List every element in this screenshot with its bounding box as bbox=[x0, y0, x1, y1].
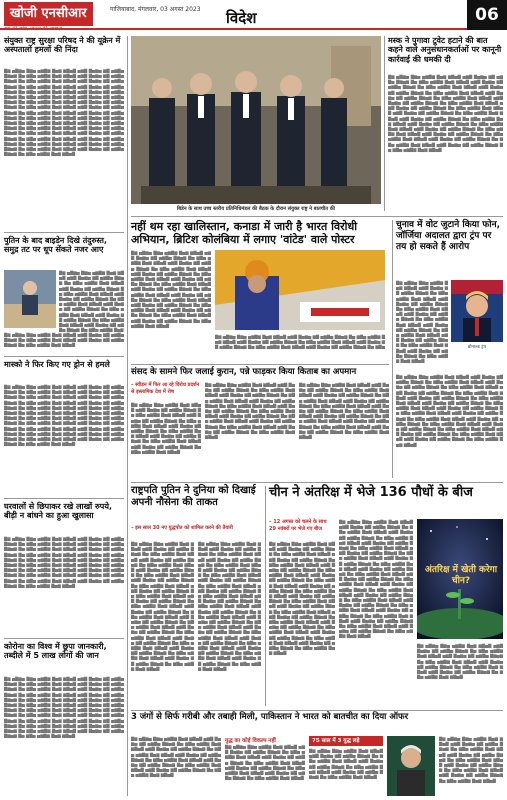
story-body: ▇▆ ▅▇▆▅ ▇▆▅ ▅▆▇▆ ▇▅▆ ▆▇▅▇ ▅▆▇ ▇▅▆▅ ▆▇ ▅▆▇▅ ▇▆▅▆ ▇▅ ▆▇▅ ▅▆▇▆ ▇▅▆ ▆▇▅▇ ▅▆▇ ▇▅▆▅ ▆▇ ▅▆▇▅ ▇▆▅▆ ▇▅ ▆▇▅ ▅▆▇▆ ▇▅▆ ▆▇▅▇ ▅▆▇ ▇▅▆▅ ▆▇ ▅▆▇▅ ▇▆▅▆ ▇▅ ▆▇▅ ▅▆▇▆ ▇▅▆ ▆▇▅▇ ▅▆▇ ▇▅▆▅ ▆▇ ▅▆▇▅ ▇▆▅▆ ▇▅ ▆▇▅ ▅▆▇▆ ▇▅▆ ▆▇▅▇ ▅▆▇ ▇▅▆▅ ▆▇ ▅▆▇▅ ▇▆▅▆ ▇▅ ▆▇▅ ▅▆▇▆ ▇▅▆ ▆▇▅▇ bbox=[131, 402, 201, 454]
story-body: ▇▆ ▅▇▆▅ ▇▆▅ ▅▆▇▆ ▇▅▆ ▆▇▅▇ ▅▆▇ ▇▅▆▅ ▆▇ ▅▆▇▅ ▇▆▅▆ ▇▅ ▆▇▅ ▅▆▇▆ ▇▅▆ ▆▇▅▇ ▅▆▇ ▇▅▆▅ ▆▇ ▅▆▇▅ ▇▆▅▆ ▇▅ ▆▇▅ ▅▆▇▆ ▇▅▆ ▆▇▅▇ ▅▆▇ ▇▅▆▅ ▆▇ ▅▆▇▅ ▇▆▅▆ ▇▅ ▆▇▅ ▅▆▇▆ ▇▅▆ ▆▇▅▇ ▅▆▇ ▇▅▆▅ ▆▇ ▅▆▇▅ ▇▆▅▆ ▇▅ ▆▇▅ ▅▆▇▆ ▇▅▆ ▆▇▅▇ ▅▆▇ ▇▅▆▅ ▆▇ ▅▆▇▅ ▇▆▅▆ ▇▅ ▆▇▅ ▅▆▇▆ ▇▅▆ ▆▇▅▇ ▅▆▇ ▇▅▆▅ ▆▇ ▅▆▇▅ ▇▆▅▆ ▇▅ ▆▇▅ ▅▆▇▆ ▇▅▆ bbox=[59, 270, 124, 333]
story-body: ▇▆ ▅▇▆▅ ▇▆▅ ▅▆▇▆ ▇▅▆ ▆▇▅▇ ▅▆▇ ▇▅▆▅ ▆▇ ▅▆▇▅ ▇▆▅▆ ▇▅ ▆▇▅ ▅▆▇▆ ▇▅▆ ▆▇▅▇ ▅▆▇ ▇▅▆▅ ▆▇ ▅▆▇▅ ▇▆▅▆ ▇▅ ▆▇▅ ▅▆▇▆ ▇▅▆ ▆▇▅▇ ▅▆▇ ▇▅▆▅ ▆▇ ▅▆▇▅ ▇▆▅▆ ▇▅ ▆▇▅ ▅▆▇▆ ▇▅▆ ▆▇▅▇ ▅▆▇ ▇▅▆▅ ▆▇ ▅▆▇▅ ▇▆▅▆ ▇▅ ▆▇▅ ▅▆▇▆ ▇▅▆ ▆▇▅▇ ▅▆▇ ▇▅▆▅ ▆▇ ▅▆▇▅ ▇▆▅▆ ▇▅ ▆▇▅ ▅▆▇▆ ▇▅▆ ▆▇▅▇ ▅▆▇ ▇▅▆▅ ▆▇ ▅▆▇▅ ▇▆▅▆ ▇▅ ▆▇▅ ▅▆▇▆ ▇▅▆ ▆▇▅▇ ▅▆▇ ▇▅▆▅ ▆▇ ▅▆▇▅ ▇▆▅▆ ▇▅ ▆▇▅ ▅▆▇▆ ▇▅▆ ▆▇▅▇ ▅▆▇ ▇▅▆▅ ▆▇ ▅▆▇▅ ▇▆▅▆ ▇▅ ▆▇▅ ▅▆▇▆ ▇▅▆ ▆▇▅▇ ▅▆▇ ▇▅▆▅ ▆▇ ▅▆▇▅ ▇▆▅▆ ▇▅ ▆▇▅ ▅▆▇▆ ▇▅▆ ▆▇▅▇ ▅▆▇ ▇▅▆▅ ▆▇ ▅▆▇▅ ▇▆▅▆ ▇▅ ▆▇▅ ▅▆▇▆ ▇▅▆ ▆▇▅▇ ▅▆▇ ▇▅▆▅ ▆▇ ▅▆▇▅ ▇▆▅▆ ▇▅ ▆▇▅ ▅▆▇▆ ▇▅▆ ▆▇▅▇ ▅▆▇ ▇▅▆▅ ▆▇ ▅▆▇▅ ▇▆▅▆ ▇▅ ▆▇▅ ▅▆▇▆ ▇▅▆ ▆▇▅▇ ▅▆▇ ▇▅▆▅ ▆▇ ▅▆▇▅ ▇▆▅▆ ▇▅ ▆▇▅ ▅▆▇▆ ▇▅▆ ▆▇▅▇ ▅▆▇ ▇▅▆▅ ▆▇ ▅▆▇▅ ▇▆▅▆ ▇▅ ▆▇▅ ▅▆▇▆ ▇▅▆ ▆▇▅▇ ▅▆▇ ▇▅▆▅ ▆▇ ▅▆▇▅ ▇▆▅▆ ▇▅ ▆▇▅ ▅▆▇▆ ▇▅▆ ▆▇▅▇ ▅▆▇ ▇▅▆▅ ▆▇ ▅▆▇▅ ▇▆▅▆ ▇▅ ▆▇▅ ▅▆▇▆ ▇▅▆ ▆▇▅▇ bbox=[4, 68, 124, 157]
section-title: विदेश bbox=[226, 9, 257, 27]
pakistan-pm-photo bbox=[387, 736, 435, 796]
story-headline: चीन ने अंतरिक्ष में भेजे 136 पौधों के बीज bbox=[269, 485, 473, 500]
pakistan-story bbox=[131, 712, 503, 798]
divider bbox=[4, 232, 124, 233]
divider bbox=[4, 356, 124, 357]
story-body: ▇▆ ▅▇▆▅ ▇▆▅ ▅▆▇▆ ▇▅▆ ▆▇▅▇ ▅▆▇ ▇▅▆▅ ▆▇ ▅▆▇▅ ▇▆▅▆ ▇▅ ▆▇▅ ▅▆▇▆ ▇▅▆ ▆▇▅▇ ▅▆▇ ▇▅▆▅ ▆▇ ▅▆▇▅ ▇▆▅▆ ▇▅ ▆▇▅ ▅▆▇▆ ▇▅▆ ▆▇▅▇ ▅▆▇ ▇▅▆▅ ▆▇ ▅▆▇▅ ▇▆▅▆ ▇▅ ▆▇▅ ▅▆▇▆ ▇▅▆ ▆▇▅▇ ▅▆▇ ▇▅▆▅ ▆▇ ▅▆▇▅ ▇▆▅▆ ▇▅ ▆▇▅ ▅▆▇▆ ▇▅▆ ▆▇▅▇ bbox=[439, 736, 503, 783]
main-headline: नहीं थम रहा खालिस्तान, कनाडा में जारी है भारत विरोधी अभियान, ब्रिटिश कोलंबिया में लगाए 'वांटेड' वाले पोस्टर bbox=[131, 220, 358, 246]
story-body: ▇▆ ▅▇▆▅ ▇▆▅ ▅▆▇▆ ▇▅▆ ▆▇▅▇ ▅▆▇ ▇▅▆▅ ▆▇ ▅▆▇▅ ▇▆▅▆ ▇▅ ▆▇▅ ▅▆▇▆ ▇▅▆ ▆▇▅▇ ▅▆▇ ▇▅▆▅ ▆▇ ▅▆▇▅ ▇▆▅▆ ▇▅ ▆▇▅ ▅▆▇▆ ▇▅▆ ▆▇▅▇ ▅▆▇ ▇▅▆▅ ▆▇ ▅▆▇▅ ▇▆▅▆ ▇▅ ▆▇▅ ▅▆▇▆ ▇▅▆ ▆▇▅▇ ▅▆▇ ▇▅▆▅ ▆▇ ▅▆▇▅ ▇▆▅▆ ▇▅ ▆▇▅ ▅▆▇▆ ▇▅▆ ▆▇▅▇ ▅▆▇ ▇▅▆▅ ▆▇ ▅▆▇▅ ▇▆▅▆ ▇▅ ▆▇▅ ▅▆▇▆ ▇▅▆ ▆▇▅▇ ▅▆▇ ▇▅▆▅ ▆▇ ▅▆▇▅ ▇▆▅▆ ▇▅ ▆▇▅ ▅▆▇▆ ▇▅▆ ▆▇▅▇ ▅▆▇ ▇▅▆▅ ▆▇ ▅▆▇▅ ▇▆▅▆ ▇▅ ▆▇▅ ▅▆▇▆ ▇▅▆ ▆▇▅▇ ▅▆▇ ▇▅▆▅ ▆▇ ▅▆▇▅ ▇▆▅▆ ▇▅ ▆▇▅ ▅▆▇▆ ▇▅▆ ▆▇▅▇ ▅▆▇ ▇▅▆▅ ▆▇ ▅▆▇▅ ▇▆▅▆ ▇▅ ▆▇▅ ▅▆▇▆ ▇▅▆ ▆▇▅▇ ▅▆▇ ▇▅▆▅ ▆▇ ▅▆▇▅ ▇▆▅▆ ▇▅ ▆▇▅ ▅▆▇▆ ▇▅▆ ▆▇▅▇ ▅▆▇ ▇▅▆▅ ▆▇ ▅▆▇▅ ▇▆▅▆ ▇▅ ▆▇▅ ▅▆▇▆ ▇▅▆ ▆▇▅▇ bbox=[396, 374, 503, 447]
brand-tagline: सच की जांच, जनता की आवाज़ bbox=[4, 26, 63, 32]
story-body: ▇▆ ▅▇▆▅ ▇▆▅ ▅▆▇▆ ▇▅▆ ▆▇▅▇ ▅▆▇ ▇▅▆▅ ▆▇ ▅▆▇▅ ▇▆▅▆ ▇▅ ▆▇▅ ▅▆▇▆ ▇▅▆ ▆▇▅▇ ▅▆▇ ▇▅▆▅ ▆▇ ▅▆▇▅ ▇▆▅▆ ▇▅ ▆▇▅ ▅▆▇▆ ▇▅▆ ▆▇▅▇ ▅▆▇ ▇▅▆▅ ▆▇ ▅▆▇▅ ▇▆▅▆ ▇▅ ▆▇▅ ▅▆▇▆ ▇▅▆ ▆▇▅▇ ▅▆▇ ▇▅▆▅ ▆▇ ▅▆▇▅ ▇▆▅▆ ▇▅ ▆▇▅ ▅▆▇▆ ▇▅▆ ▆▇▅▇ ▅▆▇ ▇▅▆▅ ▆▇ ▅▆▇▅ ▇▆▅▆ ▇▅ ▆▇▅ ▅▆▇▆ ▇▅▆ ▆▇▅▇ ▅▆▇ ▇▅▆▅ ▆▇ ▅▆▇▅ ▇▆▅▆ ▇▅ ▆▇▅ ▅▆▇▆ ▇▅▆ ▆▇▅▇ ▅▆▇ ▇▅▆▅ ▆▇ ▅▆▇▅ ▇▆▅▆ ▇▅ ▆▇▅ ▅▆▇▆ ▇▅▆ ▆▇▅▇ ▅▆▇ ▇▅▆▅ ▆▇ ▅▆▇▅ ▇▆▅▆ ▇▅ ▆▇▅ ▅▆▇▆ ▇▅▆ ▆▇▅▇ ▅▆▇ ▇▅▆▅ ▆▇ ▅▆▇▅ ▇▆▅▆ ▇▅ ▆▇▅ ▅▆▇▆ ▇▅▆ ▆▇▅▇ ▅▆▇ ▇▅▆▅ ▆▇ ▅▆▇▅ ▇▆▅▆ ▇▅ ▆▇▅ ▅▆▇▆ ▇▅▆ ▆▇▅▇ ▅▆▇ ▇▅▆▅ ▆▇ ▅▆▇▅ ▇▆▅▆ ▇▅ ▆▇▅ ▅▆▇▆ ▇▅▆ ▆▇▅▇ ▅▆▇ ▇▅▆▅ ▆▇ ▅▆▇▅ ▇▆▅▆ ▇▅ ▆▇▅ ▅▆▇▆ ▇▅▆ ▆▇▅▇ ▅▆▇ ▇▅▆▅ ▆▇ ▅▆▇▅ ▇▆▅▆ ▇▅ ▆▇▅ ▅▆▇▆ ▇▅▆ ▆▇▅▇ bbox=[339, 519, 413, 639]
photo-caption: डोनाल्ड ट्रंप bbox=[467, 345, 487, 350]
story-subhead: – 12 अगस्त को चलने के साथ 29 नवंबरों पर भेजे गए बीज bbox=[269, 519, 327, 532]
story-headline: पुतिन के बाद बाइडेन दिखे तंदुरुस्त, समुद्र तट पर धूप सेंकते नजर आए bbox=[4, 236, 108, 255]
column-divider bbox=[127, 36, 128, 796]
graphic-title: अंतरिक्ष में खेती करेगा चीन? bbox=[424, 565, 498, 586]
biden-beach-photo bbox=[4, 270, 56, 328]
right-top-story bbox=[388, 36, 503, 214]
story-body: ▇▆ ▅▇▆▅ ▇▆▅ ▅▆▇▆ ▇▅▆ ▆▇▅▇ ▅▆▇ ▇▅▆▅ ▆▇ ▅▆▇▅ ▇▆▅▆ ▇▅ ▆▇▅ ▅▆▇▆ ▇▅▆ ▆▇▅▇ ▅▆▇ ▇▅▆▅ ▆▇ ▅▆▇▅ ▇▆▅▆ ▇▅ ▆▇▅ ▅▆▇▆ ▇▅▆ ▆▇▅▇ ▅▆▇ ▇▅▆▅ ▆▇ ▅▆▇▅ ▇▆▅▆ ▇▅ ▆▇▅ ▅▆▇▆ ▇▅▆ ▆▇▅▇ ▅▆▇ ▇▅▆▅ ▆▇ ▅▆▇▅ ▇▆▅▆ ▇▅ ▆▇▅ ▅▆▇▆ ▇▅▆ ▆▇▅▇ bbox=[417, 643, 503, 680]
story-headline: मस्क ने पुगावा टूवेट हटाने की बात कहने वाले अनुसंधानकर्ताओं पर कानूनी कार्रवाई की धमकी दी bbox=[388, 36, 502, 64]
khalistan-poster-photo bbox=[215, 250, 385, 330]
china-story bbox=[269, 485, 503, 707]
column-divider bbox=[384, 36, 385, 211]
divider bbox=[4, 638, 124, 639]
column-divider bbox=[392, 220, 393, 478]
story-headline: संसद के सामने फिर जलाई कुरान, पन्ने फाड़कर किया किताब का अपमान bbox=[131, 367, 357, 377]
putin-story bbox=[131, 485, 261, 707]
section-divider bbox=[131, 364, 389, 365]
story-headline: राष्ट्रपति पुतिन ने दुनिया को दिखाई अपनी नौसेना की ताकत bbox=[131, 485, 256, 508]
left-column bbox=[4, 36, 124, 796]
story-body: ▇▆ ▅▇▆▅ ▇▆▅ ▅▆▇▆ ▇▅▆ ▆▇▅▇ ▅▆▇ ▇▅▆▅ ▆▇ ▅▆▇▅ ▇▆▅▆ ▇▅ ▆▇▅ ▅▆▇▆ ▇▅▆ ▆▇▅▇ ▅▆▇ ▇▅▆▅ ▆▇ ▅▆▇▅ ▇▆▅▆ ▇▅ ▆▇▅ ▅▆▇▆ ▇▅▆ ▆▇▅▇ ▅▆▇ ▇▅▆▅ ▆▇ ▅▆▇▅ ▇▆▅▆ ▇▅ ▆▇▅ ▅▆▇▆ ▇▅▆ ▆▇▅▇ ▅▆▇ ▇▅▆▅ ▆▇ ▅▆▇▅ ▇▆▅▆ ▇▅ ▆▇▅ ▅▆▇▆ ▇▅▆ ▆▇▅▇ ▅▆▇ ▇▅▆▅ ▆▇ ▅▆▇▅ ▇▆▅▆ ▇▅ ▆▇▅ ▅▆▇▆ ▇▅▆ ▆▇▅▇ ▅▆▇ ▇▅▆▅ ▆▇ ▅▆▇▅ ▇▆▅▆ ▇▅ ▆▇▅ ▅▆▇▆ ▇▅▆ ▆▇▅▇ ▅▆▇ ▇▅▆▅ ▆▇ ▅▆▇▅ ▇▆▅▆ ▇▅ ▆▇▅ ▅▆▇▆ ▇▅▆ ▆▇▅▇ ▅▆▇ ▇▅▆▅ ▆▇ ▅▆▇▅ ▇▆▅▆ ▇▅ ▆▇▅ ▅▆▇▆ ▇▅▆ ▆▇▅▇ ▅▆▇ ▇▅▆▅ ▆▇ ▅▆▇▅ ▇▆▅▆ ▇▅ ▆▇▅ ▅▆▇▆ ▇▅▆ ▆▇▅▇ ▅▆▇ ▇▅▆▅ ▆▇ ▅▆▇▅ ▇▆▅▆ ▇▅ ▆▇▅ ▅▆▇▆ ▇▅▆ ▆▇▅▇ ▅▆▇ ▇▅▆▅ ▆▇ ▅▆▇▅ ▇▆▅▆ ▇▅ ▆▇▅ ▅▆▇▆ ▇▅▆ ▆▇▅▇ bbox=[269, 541, 335, 656]
story-subhead: – स्वीडन में फिर आ रहे विरोध प्रदर्शन से इस्लामिक देश में रोष bbox=[131, 382, 200, 395]
story-body: ▇▆ ▅▇▆▅ ▇▆▅ ▅▆▇▆ ▇▅▆ ▆▇▅▇ ▅▆▇ ▇▅▆▅ ▆▇ ▅▆▇▅ ▇▆▅▆ ▇▅ ▆▇▅ ▅▆▇▆ ▇▅▆ ▆▇▅▇ ▅▆▇ ▇▅▆▅ ▆▇ ▅▆▇▅ ▇▆▅▆ ▇▅ ▆▇▅ ▅▆▇▆ ▇▅▆ ▆▇▅▇ ▅▆▇ ▇▅▆▅ ▆▇ ▅▆▇▅ ▇▆▅▆ ▇▅ ▆▇▅ ▅▆▇▆ ▇▅▆ ▆▇▅▇ ▅▆▇ ▇▅▆▅ ▆▇ ▅▆▇▅ ▇▆▅▆ ▇▅ ▆▇▅ ▅▆▇▆ ▇▅▆ ▆▇▅▇ ▅▆▇ ▇▅▆▅ ▆▇ ▅▆▇▅ ▇▆▅▆ ▇▅ ▆▇▅ ▅▆▇▆ ▇▅▆ ▆▇▅▇ ▅▆▇ ▇▅▆▅ ▆▇ ▅▆▇▅ ▇▆▅▆ ▇▅ ▆▇▅ ▅▆▇▆ ▇▅▆ ▆▇▅▇ ▅▆▇ ▇▅▆▅ ▆▇ ▅▆▇▅ ▇▆▅▆ ▇▅ ▆▇▅ ▅▆▇▆ ▇▅▆ ▆▇▅▇ ▅▆▇ ▇▅▆▅ ▆▇ ▅▆▇▅ ▇▆▅▆ ▇▅ ▆▇▅ ▅▆▇▆ ▇▅▆ ▆▇▅▇ ▅▆▇ ▇▅▆▅ ▆▇ ▅▆▇▅ ▇▆▅▆ ▇▅ ▆▇▅ ▅▆▇▆ ▇▅▆ ▆▇▅▇ ▅▆▇ ▇▅▆▅ ▆▇ ▅▆▇▅ ▇▆▅▆ ▇▅ ▆▇▅ ▅▆▇▆ ▇▅▆ ▆▇▅▇ ▅▆▇ ▇▅▆▅ ▆▇ ▅▆▇▅ ▇▆▅▆ ▇▅ ▆▇▅ ▅▆▇▆ ▇▅▆ ▆▇▅▇ ▅▆▇ ▇▅▆▅ ▆▇ ▅▆▇▅ ▇▆▅▆ ▇▅ ▆▇▅ ▅▆▇▆ ▇▅▆ ▆▇▅▇ bbox=[198, 541, 261, 671]
story-body: ▇▆ ▅▇▆▅ ▇▆▅ ▅▆▇▆ ▇▅▆ ▆▇▅▇ ▅▆▇ ▇▅▆▅ ▆▇ ▅▆▇▅ ▇▆▅▆ ▇▅ ▆▇▅ ▅▆▇▆ ▇▅▆ ▆▇▅▇ ▅▆▇ ▇▅▆▅ ▆▇ ▅▆▇▅ ▇▆▅▆ ▇▅ ▆▇▅ ▅▆▇▆ ▇▅▆ ▆▇▅▇ ▅▆▇ ▇▅▆▅ ▆▇ ▅▆▇▅ ▇▆▅▆ ▇▅ ▆▇▅ ▅▆▇▆ ▇▅▆ ▆▇▅▇ ▅▆▇ ▇▅▆▅ ▆▇ ▅▆▇▅ ▇▆▅▆ ▇▅ ▆▇▅ ▅▆▇▆ ▇▅▆ ▆▇▅▇ ▅▆▇ ▇▅▆▅ ▆▇ ▅▆▇▅ ▇▆▅▆ ▇▅ ▆▇▅ ▅▆▇▆ ▇▅▆ ▆▇▅▇ ▅▆▇ ▇▅▆▅ ▆▇ ▅▆▇▅ ▇▆▅▆ ▇▅ ▆▇▅ ▅▆▇▆ ▇▅▆ ▆▇▅▇ ▅▆▇ ▇▅▆▅ ▆▇ ▅▆▇▅ ▇▆▅▆ ▇▅ ▆▇▅ ▅▆▇▆ ▇▅▆ ▆▇▅▇ ▅▆▇ ▇▅▆▅ ▆▇ ▅▆▇▅ ▇▆▅▆ ▇▅ ▆▇▅ ▅▆▇▆ ▇▅▆ ▆▇▅▇ ▅▆▇ ▇▅▆▅ ▆▇ ▅▆▇▅ ▇▆▅▆ ▇▅ ▆▇▅ ▅▆▇▆ ▇▅▆ ▆▇▅▇ ▅▆▇ ▇▅▆▅ ▆▇ ▅▆▇▅ ▇▆▅▆ ▇▅ ▆▇▅ ▅▆▇▆ ▇▅▆ ▆▇▅▇ ▅▆▇ ▇▅▆▅ ▆▇ ▅▆▇▅ ▇▆▅▆ ▇▅ ▆▇▅ ▅▆▇▆ ▇▅▆ ▆▇▅▇ ▅▆▇ ▇▅▆▅ ▆▇ ▅▆▇▅ ▇▆▅▆ ▇▅ ▆▇▅ ▅▆▇▆ ▇▅▆ ▆▇▅▇ bbox=[131, 541, 194, 671]
story-body: ▇▆ ▅▇▆▅ ▇▆▅ ▅▆▇▆ ▇▅▆ ▆▇▅▇ ▅▆▇ ▇▅▆▅ ▆▇ ▅▆▇▅ ▇▆▅▆ ▇▅ ▆▇▅ ▅▆▇▆ ▇▅▆ ▆▇▅▇ ▅▆▇ ▇▅▆▅ ▆▇ ▅▆▇▅ ▇▆▅▆ ▇▅ ▆▇▅ ▅▆▇▆ ▇▅▆ ▆▇▅▇ ▅▆▇ ▇▅▆▅ ▆▇ ▅▆▇▅ ▇▆▅▆ ▇▅ ▆▇▅ ▅▆▇▆ ▇▅▆ ▆▇▅▇ ▅▆▇ ▇▅▆▅ ▆▇ ▅▆▇▅ ▇▆▅▆ ▇▅ ▆▇▅ ▅▆▇▆ ▇▅▆ ▆▇▅▇ ▅▆▇ ▇▅▆▅ ▆▇ ▅▆▇▅ ▇▆▅▆ ▇▅ ▆▇▅ ▅▆▇▆ ▇▅▆ ▆▇▅▇ ▅▆▇ ▇▅▆▅ ▆▇ ▅▆▇▅ ▇▆▅▆ ▇▅ ▆▇▅ ▅▆▇▆ ▇▅▆ ▆▇▅▇ ▅▆▇ ▇▅▆▅ ▆▇ ▅▆▇▅ ▇▆▅▆ ▇▅ ▆▇▅ ▅▆▇▆ ▇▅▆ ▆▇▅▇ ▅▆▇ ▇▅▆▅ ▆▇ ▅▆▇▅ ▇▆▅▆ ▇▅ ▆▇▅ ▅▆▇▆ ▇▅▆ ▆▇▅▇ ▅▆▇ ▇▅▆▅ ▆▇ ▅▆▇▅ ▇▆▅▆ ▇▅ ▆▇▅ ▅▆▇▆ ▇▅▆ ▆▇▅▇ ▅▆▇ ▇▅▆▅ ▆▇ ▅▆▇▅ ▇▆▅▆ ▇▅ ▆▇▅ ▅▆▇▆ ▇▅▆ ▆▇▅▇ ▅▆▇ ▇▅▆▅ ▆▇ ▅▆▇▅ ▇▆▅▆ ▇▅ ▆▇▅ ▅▆▇▆ ▇▅▆ ▆▇▅▇ ▅▆▇ ▇▅▆▅ ▆▇ ▅▆▇▅ ▇▆▅▆ ▇▅ ▆▇▅ ▅▆▇▆ ▇▅▆ ▆▇▅▇ ▅▆▇ ▇▅▆▅ ▆▇ ▅▆▇▅ ▇▆▅▆ ▇▅ ▆▇▅ ▅▆▇▆ ▇▅▆ ▆▇▅▇ bbox=[388, 74, 503, 152]
section-divider bbox=[131, 216, 503, 217]
story-body: ▇▆ ▅▇▆▅ ▇▆▅ ▅▆▇▆ ▇▅▆ ▆▇▅▇ ▅▆▇ ▇▅▆▅ ▆▇ ▅▆▇▅ ▇▆▅▆ ▇▅ ▆▇▅ ▅▆▇▆ ▇▅▆ ▆▇▅▇ ▅▆▇ ▇▅▆▅ ▆▇ ▅▆▇▅ ▇▆▅▆ ▇▅ ▆▇▅ ▅▆▇▆ ▇▅▆ ▆▇▅▇ ▅▆▇ ▇▅▆▅ ▆▇ ▅▆▇▅ ▇▆▅▆ ▇▅ ▆▇▅ ▅▆▇▆ ▇▅▆ ▆▇▅▇ ▅▆▇ ▇▅▆▅ ▆▇ ▅▆▇▅ ▇▆▅▆ ▇▅ ▆▇▅ ▅▆▇▆ ▇▅▆ ▆▇▅▇ ▅▆▇ ▇▅▆▅ ▆▇ ▅▆▇▅ ▇▆▅▆ ▇▅ ▆▇▅ ▅▆▇▆ ▇▅▆ ▆▇▅▇ ▅▆▇ ▇▅▆▅ ▆▇ ▅▆▇▅ ▇▆▅▆ ▇▅ ▆▇▅ ▅▆▇▆ ▇▅▆ ▆▇▅▇ ▅▆▇ ▇▅▆▅ ▆▇ ▅▆▇▅ ▇▆▅▆ ▇▅ ▆▇▅ ▅▆▇▆ ▇▅▆ ▆▇▅▇ ▅▆▇ ▇▅▆▅ ▆▇ ▅▆▇▅ ▇▆▅▆ ▇▅ ▆▇▅ ▅▆▇▆ ▇▅▆ ▆▇▅▇ ▅▆▇ ▇▅▆▅ ▆▇ ▅▆▇▅ ▇▆▅▆ ▇▅ ▆▇▅ ▅▆▇▆ ▇▅▆ ▆▇▅▇ bbox=[131, 250, 211, 328]
dateline: गाजियाबाद, मंगलवार, 03 अगस्त 2023 bbox=[110, 6, 201, 13]
photo-caption: बिडेन के साथ उच्च स्तरीय प्रतिनिधिमंडल की बैठक के दौरान संयुक्त राष्ट्र ने बातचीत की bbox=[177, 206, 335, 212]
story-body: ▇▆ ▅▇▆▅ ▇▆▅ ▅▆▇▆ ▇▅▆ ▆▇▅▇ ▅▆▇ ▇▅▆▅ ▆▇ ▅▆▇▅ ▇▆▅▆ ▇▅ ▆▇▅ ▅▆▇▆ ▇▅▆ ▆▇▅▇ ▅▆▇ ▇▅▆▅ ▆▇ ▅▆▇▅ ▇▆▅▆ ▇▅ ▆▇▅ ▅▆▇▆ ▇▅▆ ▆▇▅▇ ▅▆▇ ▇▅▆▅ ▆▇ ▅▆▇▅ ▇▆▅▆ ▇▅ ▆▇▅ ▅▆▇▆ ▇▅▆ ▆▇▅▇ ▅▆▇ ▇▅▆▅ ▆▇ ▅▆▇▅ ▇▆▅▆ ▇▅ ▆▇▅ ▅▆▇▆ ▇▅▆ ▆▇▅▇ ▅▆▇ ▇▅▆▅ ▆▇ ▅▆▇▅ ▇▆▅▆ ▇▅ ▆▇▅ ▅▆▇▆ ▇▅▆ ▆▇▅▇ ▅▆▇ ▇▅▆▅ ▆▇ ▅▆▇▅ ▇▆▅▆ ▇▅ ▆▇▅ ▅▆▇▆ ▇▅▆ ▆▇▅▇ ▅▆▇ ▇▅▆▅ ▆▇ ▅▆▇▅ ▇▆▅▆ ▇▅ ▆▇▅ ▅▆▇▆ ▇▅▆ ▆▇▅▇ bbox=[299, 382, 389, 440]
story-body: ▇▆ ▅▇▆▅ ▇▆▅ ▅▆▇▆ ▇▅▆ ▆▇▅▇ ▅▆▇ ▇▅▆▅ ▆▇ ▅▆▇▅ ▇▆▅▆ ▇▅ ▆▇▅ ▅▆▇▆ ▇▅▆ ▆▇▅▇ ▅▆▇ ▇▅▆▅ ▆▇ ▅▆▇▅ ▇▆▅▆ ▇▅ ▆▇▅ ▅▆▇▆ ▇▅▆ ▆▇▅▇ ▅▆▇ ▇▅▆▅ ▆▇ ▅▆▇▅ ▇▆▅▆ ▇▅ ▆▇▅ ▅▆▇▆ ▇▅▆ ▆▇▅▇ ▅▆▇ ▇▅▆▅ ▆▇ ▅▆▇▅ ▇▆▅▆ ▇▅ ▆▇▅ bbox=[215, 334, 385, 350]
story-headline: कोरोना का विश्व में छूपा जानकारी, तब्दीले में 5 लाख लोगों की जान bbox=[4, 642, 107, 661]
inset-label: 75 साल में 3 युद्ध लड़े bbox=[309, 736, 383, 746]
brand-logo: खोजी एनसीआर bbox=[4, 2, 93, 26]
section-divider bbox=[131, 482, 503, 483]
delegation-photo bbox=[131, 36, 381, 204]
trump-photo bbox=[451, 280, 503, 342]
column-divider bbox=[265, 486, 266, 706]
story-subhead: – इस साल 30 नए युद्धपोत को शामिल करने की तैयारी bbox=[131, 525, 233, 531]
story-body: ▇▆ ▅▇▆▅ ▇▆▅ ▅▆▇▆ ▇▅▆ ▆▇▅▇ ▅▆▇ ▇▅▆▅ ▆▇ ▅▆▇▅ ▇▆▅▆ ▇▅ ▆▇▅ ▅▆▇▆ ▇▅▆ ▆▇▅▇ ▅▆▇ ▇▅▆▅ ▆▇ ▅▆▇▅ ▇▆▅▆ ▇▅ ▆▇▅ ▅▆▇▆ ▇▅▆ ▆▇▅▇ ▅▆▇ ▇▅▆▅ ▆▇ ▅▆▇▅ ▇▆▅▆ ▇▅ ▆▇▅ ▅▆▇▆ ▇▅▆ ▆▇▅▇ bbox=[309, 748, 383, 780]
story-body: ▇▆ ▅▇▆▅ ▇▆▅ ▅▆▇▆ ▇▅▆ ▆▇▅▇ ▅▆▇ ▇▅▆▅ ▆▇ ▅▆▇▅ ▇▆▅▆ ▇▅ ▆▇▅ ▅▆▇▆ ▇▅▆ ▆▇▅▇ ▅▆▇ ▇▅▆▅ ▆▇ ▅▆▇▅ ▇▆▅▆ ▇▅ ▆▇▅ ▅▆▇▆ ▇▅▆ ▆▇▅▇ ▅▆▇ ▇▅▆▅ ▆▇ ▅▆▇▅ ▇▆▅▆ ▇▅ ▆▇▅ ▅▆▇▆ ▇▅▆ ▆▇▅▇ ▅▆▇ ▇▅▆▅ ▆▇ ▅▆▇▅ ▇▆▅▆ ▇▅ ▆▇▅ ▅▆▇▆ ▇▅▆ ▆▇▅▇ ▅▆▇ ▇▅▆▅ ▆▇ ▅▆▇▅ ▇▆▅▆ ▇▅ ▆▇▅ ▅▆▇▆ ▇▅▆ ▆▇▅▇ ▅▆▇ ▇▅▆▅ ▆▇ ▅▆▇▅ ▇▆▅▆ ▇▅ ▆▇▅ ▅▆▇▆ ▇▅▆ ▆▇▅▇ ▅▆▇ ▇▅▆▅ ▆▇ ▅▆▇▅ ▇▆▅▆ ▇▅ ▆▇▅ ▅▆▇▆ ▇▅▆ ▆▇▅▇ ▅▆▇ ▇▅▆▅ ▆▇ ▅▆▇▅ ▇▆▅▆ ▇▅ ▆▇▅ ▅▆▇▆ ▇▅▆ ▆▇▅▇ ▅▆▇ ▇▅▆▅ ▆▇ ▅▆▇▅ ▇▆▅▆ ▇▅ ▆▇▅ ▅▆▇▆ ▇▅▆ ▆▇▅▇ bbox=[4, 536, 124, 588]
divider bbox=[4, 498, 124, 499]
section-divider bbox=[131, 710, 503, 711]
side-note: युद्ध का कोई विकल्प नहीं bbox=[225, 738, 276, 744]
story-body: ▇▆ ▅▇▆▅ ▇▆▅ ▅▆▇▆ ▇▅▆ ▆▇▅▇ ▅▆▇ ▇▅▆▅ ▆▇ ▅▆▇▅ ▇▆▅▆ ▇▅ ▆▇▅ ▅▆▇▆ ▇▅▆ ▆▇▅▇ ▅▆▇ ▇▅▆▅ ▆▇ ▅▆▇▅ ▇▆▅▆ ▇▅ ▆▇▅ ▅▆▇▆ ▇▅▆ ▆▇▅▇ ▅▆▇ ▇▅▆▅ ▆▇ ▅▆▇▅ ▇▆▅▆ ▇▅ ▆▇▅ ▅▆▇▆ ▇▅▆ ▆▇▅▇ ▅▆▇ ▇▅▆▅ ▆▇ ▅▆▇▅ ▇▆▅▆ ▇▅ ▆▇▅ ▅▆▇▆ ▇▅▆ ▆▇▅▇ ▅▆▇ ▇▅▆▅ ▆▇ ▅▆▇▅ ▇▆▅▆ ▇▅ ▆▇▅ ▅▆▇▆ ▇▅▆ ▆▇▅▇ ▅▆▇ ▇▅▆▅ ▆▇ ▅▆▇▅ ▇▆▅▆ ▇▅ ▆▇▅ ▅▆▇▆ ▇▅▆ ▆▇▅▇ bbox=[396, 280, 448, 364]
story-headline: घरवालों से छिपाकर रखे लाखों रुपये, बीड़ी न बांधने का हुआ खुलासा bbox=[4, 502, 112, 521]
story-headline: संयुक्त राष्ट्र सुरक्षा परिषद ने की यूक्रेन में अस्पतालों हमलों की निंदा bbox=[4, 36, 121, 55]
story-body: ▇▆ ▅▇▆▅ ▇▆▅ ▅▆▇▆ ▇▅▆ ▆▇▅▇ ▅▆▇ ▇▅▆▅ ▆▇ ▅▆▇▅ ▇▆▅▆ ▇▅ ▆▇▅ ▅▆▇▆ ▇▅▆ ▆▇▅▇ ▅▆▇ ▇▅▆▅ ▆▇ ▅▆▇▅ ▇▆▅▆ ▇▅ ▆▇▅ ▅▆▇▆ ▇▅▆ ▆▇▅▇ ▅▆▇ ▇▅▆▅ ▆▇ ▅▆▇▅ ▇▆▅▆ ▇▅ ▆▇▅ ▅▆▇▆ ▇▅▆ ▆▇▅▇ ▅▆▇ ▇▅▆▅ ▆▇ ▅▆▇▅ ▇▆▅▆ ▇▅ ▆▇▅ ▅▆▇▆ ▇▅▆ ▆▇▅▇ ▅▆▇ ▇▅▆▅ ▆▇ ▅▆▇▅ ▇▆▅▆ ▇▅ ▆▇▅ ▅▆▇▆ ▇▅▆ ▆▇▅▇ ▅▆▇ ▇▅▆▅ ▆▇ ▅▆▇▅ ▇▆▅▆ ▇▅ ▆▇▅ ▅▆▇▆ ▇▅▆ ▆▇▅▇ ▅▆▇ ▇▅▆▅ ▆▇ ▅▆▇▅ ▇▆▅▆ ▇▅ ▆▇▅ ▅▆▇▆ ▇▅▆ ▆▇▅▇ ▅▆▇ ▇▅▆▅ ▆▇ ▅▆▇▅ ▇▆▅▆ ▇▅ ▆▇▅ ▅▆▇▆ ▇▅▆ ▆▇▅▇ ▅▆▇ ▇▅▆▅ ▆▇ ▅▆▇▅ ▇▆▅▆ ▇▅ ▆▇▅ ▅▆▇▆ ▇▅▆ ▆▇▅▇ ▅▆▇ ▇▅▆▅ ▆▇ ▅▆▇▅ ▇▆▅▆ ▇▅ ▆▇▅ ▅▆▇▆ ▇▅▆ ▆▇▅▇ ▅▆▇ ▇▅▆▅ ▆▇ ▅▆▇▅ ▇▆▅▆ ▇▅ ▆▇▅ ▅▆▇▆ ▇▅▆ ▆▇▅▇ bbox=[4, 384, 124, 447]
story-body: ▇▆ ▅▇▆▅ ▇▆▅ ▅▆▇▆ ▇▅▆ ▆▇▅▇ ▅▆▇ ▇▅▆▅ ▆▇ ▅▆▇▅ ▇▆▅▆ ▇▅ ▆▇▅ ▅▆▇▆ ▇▅▆ ▆▇▅▇ ▅▆▇ ▇▅▆▅ ▆▇ ▅▆▇▅ ▇▆▅▆ ▇▅ ▆▇▅ ▅▆▇▆ ▇▅▆ ▆▇▅▇ bbox=[4, 332, 124, 348]
story-body: ▇▆ ▅▇▆▅ ▇▆▅ ▅▆▇▆ ▇▅▆ ▆▇▅▇ ▅▆▇ ▇▅▆▅ ▆▇ ▅▆▇▅ ▇▆▅▆ ▇▅ ▆▇▅ ▅▆▇▆ ▇▅▆ ▆▇▅▇ ▅▆▇ ▇▅▆▅ ▆▇ ▅▆▇▅ ▇▆▅▆ ▇▅ ▆▇▅ ▅▆▇▆ ▇▅▆ ▆▇▅▇ ▅▆▇ ▇▅▆▅ ▆▇ ▅▆▇▅ ▇▆▅▆ ▇▅ ▆▇▅ ▅▆▇▆ ▇▅▆ ▆▇▅▇ ▅▆▇ ▇▅▆▅ ▆▇ ▅▆▇▅ ▇▆▅▆ ▇▅ ▆▇▅ ▅▆▇▆ ▇▅▆ ▆▇▅▇ ▅▆▇ ▇▅▆▅ ▆▇ ▅▆▇▅ ▇▆▅▆ ▇▅ ▆▇▅ ▅▆▇▆ ▇▅▆ ▆▇▅▇ ▅▆▇ ▇▅▆▅ ▆▇ ▅▆▇▅ ▇▆▅▆ ▇▅ ▆▇▅ ▅▆▇▆ ▇▅▆ ▆▇▅▇ ▅▆▇ ▇▅▆▅ ▆▇ ▅▆▇▅ ▇▆▅▆ ▇▅ ▆▇▅ ▅▆▇▆ ▇▅▆ ▆▇▅▇ ▅▆▇ ▇▅▆▅ ▆▇ ▅▆▇▅ ▇▆▅▆ ▇▅ ▆▇▅ ▅▆▇▆ ▇▅▆ ▆▇▅▇ ▅▆▇ ▇▅▆▅ ▆▇ ▅▆▇▅ ▇▆▅▆ ▇▅ ▆▇▅ ▅▆▇▆ ▇▅▆ ▆▇▅▇ ▅▆▇ ▇▅▆▅ ▆▇ ▅▆▇▅ ▇▆▅▆ ▇▅ ▆▇▅ ▅▆▇▆ ▇▅▆ ▆▇▅▇ ▅▆▇ ▇▅▆▅ ▆▇ ▅▆▇▅ ▇▆▅▆ ▇▅ ▆▇▅ ▅▆▇▆ ▇▅▆ ▆▇▅▇ bbox=[4, 676, 124, 739]
page-number: 06 bbox=[467, 0, 507, 30]
story-headline: चुनाव में वोट जुटाने किया फोन, जॉर्जिया अदालत द्वारा ट्रंप पर तय हो सकते हैं आरोप bbox=[396, 220, 500, 252]
story-body: ▇▆ ▅▇▆▅ ▇▆▅ ▅▆▇▆ ▇▅▆ ▆▇▅▇ ▅▆▇ ▇▅▆▅ ▆▇ ▅▆▇▅ ▇▆▅▆ ▇▅ ▆▇▅ ▅▆▇▆ ▇▅▆ ▆▇▅▇ ▅▆▇ ▇▅▆▅ ▆▇ ▅▆▇▅ ▇▆▅▆ ▇▅ ▆▇▅ ▅▆▇▆ ▇▅▆ ▆▇▅▇ ▅▆▇ ▇▅▆▅ ▆▇ ▅▆▇▅ ▇▆▅▆ ▇▅ ▆▇▅ ▅▆▇▆ ▇▅▆ ▆▇▅▇ ▅▆▇ ▇▅▆▅ ▆▇ ▅▆▇▅ ▇▆▅▆ ▇▅ ▆▇▅ ▅▆▇▆ ▇▅▆ ▆▇▅▇ ▅▆▇ ▇▅▆▅ ▆▇ ▅▆▇▅ ▇▆▅▆ ▇▅ ▆▇▅ ▅▆▇▆ ▇▅▆ ▆▇▅▇ bbox=[131, 736, 221, 778]
story-body: ▇▆ ▅▇▆▅ ▇▆▅ ▅▆▇▆ ▇▅▆ ▆▇▅▇ ▅▆▇ ▇▅▆▅ ▆▇ ▅▆▇▅ ▇▆▅▆ ▇▅ ▆▇▅ ▅▆▇▆ ▇▅▆ ▆▇▅▇ ▅▆▇ ▇▅▆▅ ▆▇ ▅▆▇▅ ▇▆▅▆ ▇▅ ▆▇▅ ▅▆▇▆ ▇▅▆ ▆▇▅▇ ▅▆▇ ▇▅▆▅ ▆▇ ▅▆▇▅ ▇▆▅▆ ▇▅ ▆▇▅ ▅▆▇▆ ▇▅▆ ▆▇▅▇ ▅▆▇ ▇▅▆▅ ▆▇ ▅▆▇▅ ▇▆▅▆ ▇▅ ▆▇▅ ▅▆▇▆ ▇▅▆ ▆▇▅▇ bbox=[225, 744, 305, 781]
story-body: ▇▆ ▅▇▆▅ ▇▆▅ ▅▆▇▆ ▇▅▆ ▆▇▅▇ ▅▆▇ ▇▅▆▅ ▆▇ ▅▆▇▅ ▇▆▅▆ ▇▅ ▆▇▅ ▅▆▇▆ ▇▅▆ ▆▇▅▇ ▅▆▇ ▇▅▆▅ ▆▇ ▅▆▇▅ ▇▆▅▆ ▇▅ ▆▇▅ ▅▆▇▆ ▇▅▆ ▆▇▅▇ ▅▆▇ ▇▅▆▅ ▆▇ ▅▆▇▅ ▇▆▅▆ ▇▅ ▆▇▅ ▅▆▇▆ ▇▅▆ ▆▇▅▇ ▅▆▇ ▇▅▆▅ ▆▇ ▅▆▇▅ ▇▆▅▆ ▇▅ ▆▇▅ ▅▆▇▆ ▇▅▆ ▆▇▅▇ ▅▆▇ ▇▅▆▅ ▆▇ ▅▆▇▅ ▇▆▅▆ ▇▅ ▆▇▅ ▅▆▇▆ ▇▅▆ ▆▇▅▇ ▅▆▇ ▇▅▆▅ ▆▇ ▅▆▇▅ ▇▆▅▆ ▇▅ ▆▇▅ ▅▆▇▆ ▇▅▆ ▆▇▅▇ ▅▆▇ ▇▅▆▅ ▆▇ ▅▆▇▅ ▇▆▅▆ ▇▅ ▆▇▅ ▅▆▇▆ ▇▅▆ ▆▇▅▇ bbox=[205, 382, 295, 440]
story-headline: मास्को ने फिर किए गए ड्रोन से हमले bbox=[4, 360, 110, 369]
story-headline: 3 जंगों से सिर्फ गरीबी और तबाही मिली, पाकिस्तान ने भारत को बातचीत का दिया ऑफर bbox=[131, 712, 409, 722]
masthead bbox=[0, 0, 507, 30]
trump-story bbox=[396, 220, 503, 482]
